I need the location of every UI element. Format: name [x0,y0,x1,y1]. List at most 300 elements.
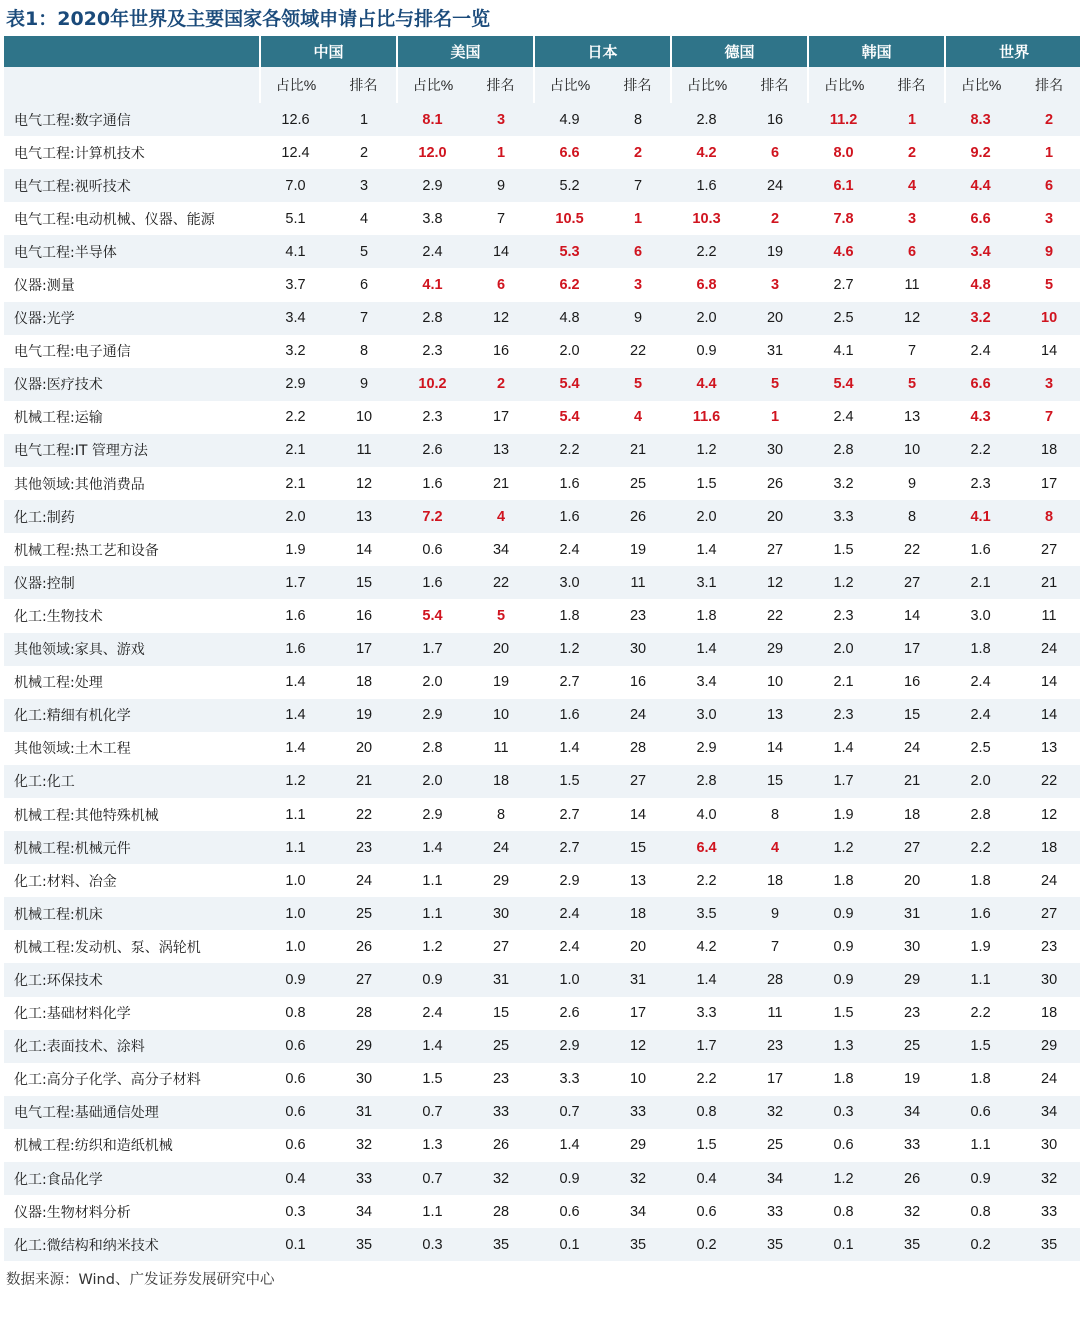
field-name-cell: 化工:表面技术、涂料 [4,1030,260,1063]
share-cell: 4.2 [671,930,742,963]
rank-cell: 25 [468,1030,534,1063]
share-cell: 0.8 [808,1195,879,1228]
rank-cell: 10 [331,401,397,434]
share-cell: 0.7 [397,1162,468,1195]
field-name-cell: 化工:高分子化学、高分子材料 [4,1063,260,1096]
rank-cell: 16 [879,666,945,699]
rank-cell: 31 [331,1096,397,1129]
share-cell: 0.9 [397,963,468,996]
share-cell: 4.6 [808,235,879,268]
rank-cell: 12 [1016,798,1080,831]
rank-cell: 11 [1016,599,1080,632]
table-row [4,500,1080,533]
share-cell: 6.6 [534,136,605,169]
rank-cell: 33 [331,1162,397,1195]
rank-cell: 21 [879,765,945,798]
rank-cell: 14 [742,732,808,765]
rank-cell: 20 [742,302,808,335]
rank-cell: 26 [879,1162,945,1195]
field-name-cell: 仪器:生物材料分析 [4,1195,260,1228]
rank-cell: 5 [742,368,808,401]
rank-cell: 29 [879,963,945,996]
share-cell: 1.5 [397,1063,468,1096]
rank-cell: 33 [879,1129,945,1162]
share-cell: 1.4 [534,1129,605,1162]
share-cell: 4.1 [260,235,331,268]
share-cell: 8.0 [808,136,879,169]
share-cell: 1.1 [397,1195,468,1228]
rank-cell: 10 [468,699,534,732]
field-name-cell: 机械工程:发动机、泵、涡轮机 [4,930,260,963]
table-row [4,1096,1080,1129]
rank-cell: 21 [1016,566,1080,599]
rank-cell: 28 [331,997,397,1030]
rank-cell: 24 [1016,864,1080,897]
rank-cell: 6 [605,235,671,268]
share-cell: 1.4 [260,699,331,732]
share-cell: 1.6 [397,566,468,599]
rank-cell: 9 [468,169,534,202]
rank-cell: 14 [879,599,945,632]
rank-cell: 13 [331,500,397,533]
table-row [4,732,1080,765]
share-cell: 6.6 [945,368,1016,401]
rank-cell: 13 [742,699,808,732]
share-cell: 1.6 [534,500,605,533]
table-row [4,467,1080,500]
rank-cell: 2 [605,136,671,169]
rank-cell: 3 [879,202,945,235]
rank-cell: 15 [742,765,808,798]
table-row [4,798,1080,831]
share-cell: 0.3 [260,1195,331,1228]
field-name-cell: 化工:生物技术 [4,599,260,632]
share-cell: 1.3 [808,1030,879,1063]
rank-cell: 19 [331,699,397,732]
rank-cell: 25 [605,467,671,500]
rank-cell: 22 [1016,765,1080,798]
share-cell: 0.2 [671,1228,742,1261]
share-cell: 2.7 [534,831,605,864]
share-cell: 7.2 [397,500,468,533]
share-cell: 2.0 [671,302,742,335]
table-row [4,864,1080,897]
share-cell: 1.5 [808,997,879,1030]
share-cell: 2.0 [397,765,468,798]
share-cell: 5.4 [534,401,605,434]
field-name-cell: 电气工程:电动机械、仪器、能源 [4,202,260,235]
share-cell: 6.4 [671,831,742,864]
share-cell: 2.4 [808,401,879,434]
rank-cell: 21 [331,765,397,798]
share-cell: 0.8 [671,1096,742,1129]
rank-cell: 3 [1016,368,1080,401]
share-cell: 1.2 [808,566,879,599]
share-cell: 2.2 [260,401,331,434]
share-cell: 0.6 [945,1096,1016,1129]
rank-cell: 23 [742,1030,808,1063]
rank-cell: 11 [605,566,671,599]
share-cell: 4.8 [534,302,605,335]
share-cell: 2.0 [534,335,605,368]
rank-cell: 34 [879,1096,945,1129]
rank-cell: 18 [605,897,671,930]
rank-cell: 13 [879,401,945,434]
share-cell: 4.0 [671,798,742,831]
share-cell: 1.5 [671,1129,742,1162]
share-cell: 1.5 [808,533,879,566]
rank-cell: 12 [331,467,397,500]
rank-cell: 3 [468,103,534,136]
rank-cell: 5 [879,368,945,401]
rank-cell: 32 [1016,1162,1080,1195]
rank-cell: 32 [742,1096,808,1129]
share-cell: 8.1 [397,103,468,136]
share-cell: 2.9 [534,864,605,897]
rank-cell: 13 [468,434,534,467]
share-cell: 2.2 [945,997,1016,1030]
rank-cell: 32 [468,1162,534,1195]
share-cell: 5.3 [534,235,605,268]
rank-cell: 5 [605,368,671,401]
share-cell: 0.1 [534,1228,605,1261]
share-cell: 1.0 [260,897,331,930]
share-cell: 1.4 [671,963,742,996]
rank-cell: 26 [331,930,397,963]
field-name-cell: 仪器:测量 [4,268,260,301]
rank-cell: 11 [742,997,808,1030]
rank-cell: 2 [879,136,945,169]
header-blank [4,36,260,67]
rank-cell: 24 [742,169,808,202]
share-cell: 3.5 [671,897,742,930]
rank-cell: 27 [742,533,808,566]
share-cell: 0.6 [260,1030,331,1063]
rank-cell: 9 [605,302,671,335]
rank-cell: 26 [605,500,671,533]
rank-cell: 8 [879,500,945,533]
table-row [4,1129,1080,1162]
table-row [4,302,1080,335]
table-row [4,765,1080,798]
rank-cell: 29 [468,864,534,897]
rank-cell: 23 [468,1063,534,1096]
rank-cell: 18 [468,765,534,798]
rank-cell: 7 [468,202,534,235]
share-cell: 1.2 [397,930,468,963]
share-cell: 0.9 [808,963,879,996]
share-cell: 3.4 [671,666,742,699]
share-cell: 2.4 [945,335,1016,368]
share-cell: 3.3 [534,1063,605,1096]
rank-header: 排名 [1016,67,1080,103]
share-cell: 1.8 [945,1063,1016,1096]
rank-cell: 14 [331,533,397,566]
field-name-cell: 机械工程:机床 [4,897,260,930]
share-cell: 4.1 [397,268,468,301]
share-cell: 2.8 [671,765,742,798]
rank-header: 排名 [331,67,397,103]
share-cell: 1.0 [260,864,331,897]
field-name-cell: 仪器:控制 [4,566,260,599]
rank-cell: 18 [1016,434,1080,467]
rank-cell: 15 [331,566,397,599]
rank-cell: 30 [1016,1129,1080,1162]
rank-cell: 8 [468,798,534,831]
share-cell: 4.2 [671,136,742,169]
table-row [4,136,1080,169]
share-cell: 0.9 [260,963,331,996]
table-row [4,930,1080,963]
share-cell: 3.0 [945,599,1016,632]
field-name-cell: 化工:食品化学 [4,1162,260,1195]
rank-cell: 27 [1016,897,1080,930]
country-header: 日本 [534,36,671,67]
rank-cell: 35 [468,1228,534,1261]
field-name-cell: 仪器:医疗技术 [4,368,260,401]
field-name-cell: 化工:制药 [4,500,260,533]
rank-cell: 34 [468,533,534,566]
rank-cell: 21 [605,434,671,467]
share-cell: 2.3 [808,599,879,632]
share-cell: 0.6 [260,1096,331,1129]
rank-cell: 19 [742,235,808,268]
share-cell: 4.4 [945,169,1016,202]
rank-cell: 33 [742,1195,808,1228]
share-cell: 0.6 [397,533,468,566]
rank-cell: 29 [1016,1030,1080,1063]
share-cell: 1.5 [671,467,742,500]
rank-cell: 6 [468,268,534,301]
share-cell: 5.1 [260,202,331,235]
share-cell: 3.3 [671,997,742,1030]
share-cell: 2.3 [945,467,1016,500]
rank-cell: 24 [1016,633,1080,666]
share-cell: 1.2 [808,831,879,864]
rank-cell: 18 [879,798,945,831]
share-cell: 1.1 [945,1129,1016,1162]
rank-cell: 8 [331,335,397,368]
share-cell: 0.2 [945,1228,1016,1261]
rank-cell: 33 [605,1096,671,1129]
share-cell: 1.2 [534,633,605,666]
table-row [4,666,1080,699]
rank-cell: 4 [742,831,808,864]
rank-cell: 17 [468,401,534,434]
rank-cell: 8 [742,798,808,831]
share-cell: 3.8 [397,202,468,235]
share-cell: 1.4 [397,831,468,864]
share-cell: 1.6 [397,467,468,500]
rank-cell: 12 [605,1030,671,1063]
rank-cell: 10 [605,1063,671,1096]
rank-cell: 34 [605,1195,671,1228]
share-cell: 3.1 [671,566,742,599]
field-name-cell: 电气工程:电子通信 [4,335,260,368]
rank-cell: 6 [742,136,808,169]
rank-cell: 7 [742,930,808,963]
field-name-cell: 机械工程:处理 [4,666,260,699]
rank-cell: 30 [468,897,534,930]
table-row [4,434,1080,467]
share-cell: 2.0 [671,500,742,533]
rank-cell: 20 [468,633,534,666]
share-cell: 0.6 [260,1063,331,1096]
share-cell: 2.7 [808,268,879,301]
rank-cell: 25 [879,1030,945,1063]
table-row [4,533,1080,566]
share-cell: 2.9 [397,169,468,202]
rank-cell: 17 [605,997,671,1030]
share-header: 占比% [671,67,742,103]
share-cell: 2.4 [945,699,1016,732]
rank-cell: 15 [605,831,671,864]
rank-cell: 11 [331,434,397,467]
share-cell: 0.6 [534,1195,605,1228]
share-cell: 1.8 [945,633,1016,666]
country-header: 韩国 [808,36,945,67]
share-cell: 1.0 [260,930,331,963]
rank-cell: 20 [331,732,397,765]
table-row [4,202,1080,235]
rank-cell: 14 [1016,335,1080,368]
field-name-cell: 机械工程:机械元件 [4,831,260,864]
rank-cell: 19 [879,1063,945,1096]
share-cell: 1.7 [397,633,468,666]
country-header: 中国 [260,36,397,67]
rank-cell: 4 [468,500,534,533]
share-cell: 1.7 [260,566,331,599]
share-cell: 0.6 [671,1195,742,1228]
rank-cell: 30 [1016,963,1080,996]
share-cell: 3.4 [945,235,1016,268]
rank-cell: 18 [331,666,397,699]
share-cell: 4.8 [945,268,1016,301]
rank-cell: 33 [468,1096,534,1129]
share-cell: 2.4 [397,997,468,1030]
country-header: 美国 [397,36,534,67]
share-cell: 1.5 [945,1030,1016,1063]
rank-cell: 31 [605,963,671,996]
share-cell: 1.4 [808,732,879,765]
rank-cell: 22 [468,566,534,599]
country-header: 世界 [945,36,1080,67]
rank-cell: 14 [468,235,534,268]
rank-cell: 2 [742,202,808,235]
share-cell: 1.2 [671,434,742,467]
rank-cell: 30 [742,434,808,467]
rank-cell: 19 [605,533,671,566]
table-row [4,401,1080,434]
share-cell: 6.8 [671,268,742,301]
share-cell: 2.8 [671,103,742,136]
rank-cell: 14 [1016,666,1080,699]
share-cell: 2.3 [397,335,468,368]
rank-cell: 24 [468,831,534,864]
table-row [4,1195,1080,1228]
table-row [4,368,1080,401]
rank-cell: 23 [879,997,945,1030]
share-cell: 2.6 [397,434,468,467]
share-cell: 2.4 [534,930,605,963]
share-cell: 2.7 [534,666,605,699]
country-header-row [4,36,1080,67]
share-cell: 4.3 [945,401,1016,434]
rank-cell: 3 [1016,202,1080,235]
field-name-cell: 电气工程:IT 管理方法 [4,434,260,467]
rank-cell: 27 [1016,533,1080,566]
share-cell: 5.4 [534,368,605,401]
share-cell: 12.0 [397,136,468,169]
field-name-cell: 化工:化工 [4,765,260,798]
rank-cell: 17 [1016,467,1080,500]
field-name-cell: 机械工程:运输 [4,401,260,434]
share-cell: 0.3 [808,1096,879,1129]
share-cell: 4.1 [808,335,879,368]
share-cell: 1.2 [260,765,331,798]
share-cell: 4.4 [671,368,742,401]
share-cell: 2.7 [534,798,605,831]
rank-cell: 22 [331,798,397,831]
share-cell: 0.6 [808,1129,879,1162]
field-name-cell: 电气工程:计算机技术 [4,136,260,169]
share-cell: 0.9 [945,1162,1016,1195]
share-cell: 1.9 [260,533,331,566]
sub-header-row [4,67,1080,103]
share-cell: 3.4 [260,302,331,335]
rank-cell: 14 [605,798,671,831]
share-cell: 8.3 [945,103,1016,136]
share-cell: 4.1 [945,500,1016,533]
table-row [4,1030,1080,1063]
rank-header: 排名 [468,67,534,103]
share-cell: 2.8 [808,434,879,467]
field-name-cell: 机械工程:纺织和造纸机械 [4,1129,260,1162]
share-cell: 1.4 [260,732,331,765]
share-cell: 2.0 [945,765,1016,798]
rank-cell: 7 [879,335,945,368]
share-cell: 1.3 [397,1129,468,1162]
rank-cell: 9 [742,897,808,930]
rank-cell: 4 [879,169,945,202]
share-cell: 3.7 [260,268,331,301]
table-row [4,997,1080,1030]
table-row [4,1162,1080,1195]
share-cell: 2.2 [671,1063,742,1096]
table-row [4,566,1080,599]
share-cell: 2.3 [397,401,468,434]
share-cell: 6.1 [808,169,879,202]
rank-cell: 9 [879,467,945,500]
share-cell: 2.2 [671,864,742,897]
rank-cell: 35 [742,1228,808,1261]
share-cell: 0.9 [534,1162,605,1195]
rank-cell: 27 [605,765,671,798]
share-cell: 1.8 [945,864,1016,897]
share-cell: 1.1 [397,864,468,897]
share-cell: 11.2 [808,103,879,136]
rank-cell: 33 [1016,1195,1080,1228]
rank-cell: 30 [605,633,671,666]
share-cell: 2.3 [808,699,879,732]
share-cell: 1.4 [534,732,605,765]
table-row [4,268,1080,301]
rank-cell: 31 [468,963,534,996]
rank-cell: 28 [742,963,808,996]
rank-cell: 20 [605,930,671,963]
rank-cell: 7 [605,169,671,202]
share-cell: 1.4 [260,666,331,699]
